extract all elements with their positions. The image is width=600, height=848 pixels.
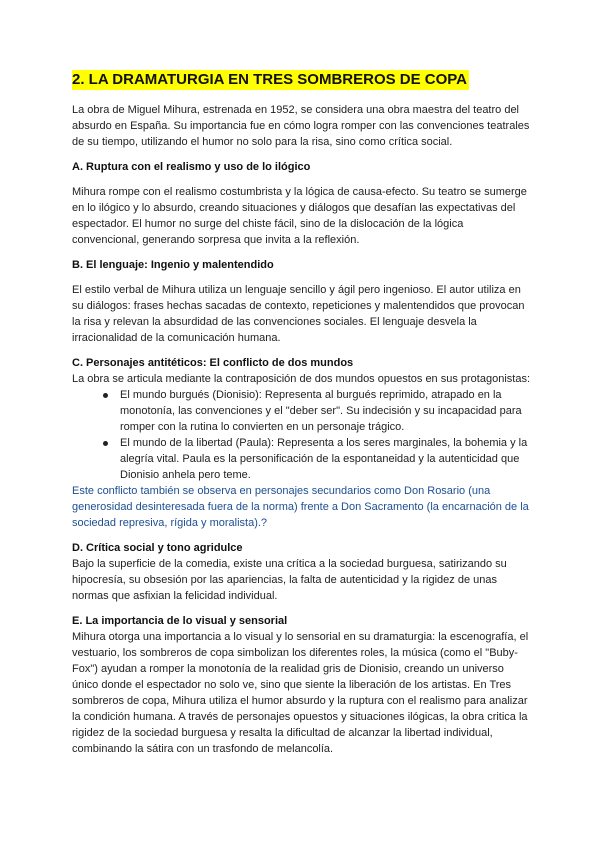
intro-paragraph: La obra de Miguel Mihura, estrenada en 1952, se considera una obra maestra del teatro del absurdo en España. Su importancia fue en cómo logra romper con las convenciones teatrales de su tiempo, utilizando el humor no solo para la risa, sino como crítica social. [72, 104, 530, 148]
section-e-heading: E. La importancia de lo visual y sensorial [72, 615, 288, 627]
section-d [72, 540, 530, 604]
section-c-bullet-list [72, 387, 530, 483]
section-c [72, 355, 530, 531]
section-b-heading: B. El lenguaje: Ingenio y malentendido [72, 259, 274, 271]
section-e [72, 613, 530, 757]
bullet-item-dionisio: El mundo burgués (Dionisio): Representa al burgués reprimido, atrapado en la monotonía, las convenciones y el "deber ser". Su indecisión y su incapacidad para romper con la rutina lo convierten en un personaje trágico. [120, 387, 530, 435]
section-b [72, 257, 530, 346]
section-b-text: El estilo verbal de Mihura utiliza un lenguaje sencillo y ágil pero ingenioso. El autor utiliza en su diálogos: frases hechas sacadas de contexto, repeticiones y malentendidos que provocan la risa y relevan la absurdidad de las convenciones sociales. El lenguaje desvela la irracionalidad de la comunicación humana. [72, 284, 525, 344]
section-d-heading: D. Crítica social y tono agridulce [72, 542, 243, 554]
section-a [72, 159, 530, 248]
document-title: 2. LA DRAMATURGIA EN TRES SOMBREROS DE COPA [72, 71, 468, 88]
section-a-text: Mihura rompe con el realismo costumbrista y la lógica de causa-efecto. Su teatro se sumerge en lo ilógico y lo absurdo, creando situaciones y diálogos que desafían las expectativas del espectador. El humor no surge del chiste fácil, sino de la dislocación de la lógica convencional, generando sorpresa que invita a la reflexión. [72, 186, 527, 246]
section-a-heading: A. Ruptura con el realismo y uso de lo ilógico [72, 161, 311, 173]
bullet-item-paula: El mundo de la libertad (Paula): Representa a los seres marginales, la bohemia y la alegría vital. Paula es la personificación de la espontaneidad y la autenticidad que Dionisio anhela pero teme. [120, 435, 530, 483]
section-c-text: La obra se articula mediante la contraposición de dos mundos opuestos en sus protagonistas: [72, 373, 531, 385]
section-c-heading: C. Personajes antitéticos: El conflicto de dos mundos [72, 357, 354, 369]
section-c-note: Este conflicto también se observa en personajes secundarios como Don Rosario (una generosidad desinteresada fuera de la norma) frente a Don Sacramento (la encarnación de la sociedad represiva, rígida y moralista).? [72, 485, 529, 529]
section-e-text: Mihura otorga una importancia a lo visual y lo sensorial en su dramaturgia: la escenografía, el vestuario, los sombreros de copa simbolizan los diferentes roles, la música (como el "Buby-Fox") ayudan a romper la monotonía de la realidad gris de Dionisio, creando un universo único donde el espectador no solo ve, sino que siente la liberación de los artistas. En Tres sombreros de copa, Mihura utiliza el humor absurdo y la ruptura con el realismo para analizar la condición humana. A través de personajes opuestos y situaciones ilógicas, la obra critica la rigidez de la sociedad burguesa y resalta la dificultad de alcanzar la libertad individual, combinando la sátira con un trasfondo de melancolía. [72, 631, 529, 755]
section-d-text: Bajo la superficie de la comedia, existe una crítica a la sociedad burguesa, satirizando su hipocresía, su obsesión por las apariencias, la falta de autenticidad y la rigidez de unas normas que asfixian la felicidad individual. [72, 558, 507, 602]
